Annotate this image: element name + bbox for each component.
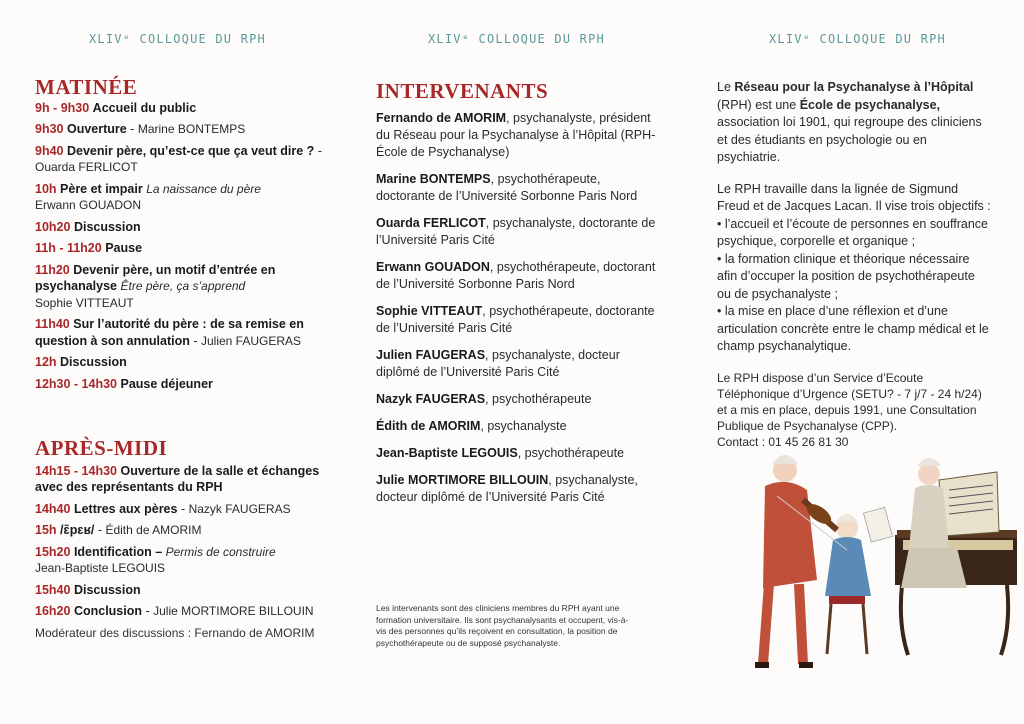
programme-item	[35, 262, 335, 312]
speaker-entry: Sophie VITTEAUT, psychothérapeute, doctorante de l’Université Paris Cité	[376, 304, 655, 335]
about-intro	[717, 79, 992, 167]
speaker-name: Sophie VITTEAUT	[376, 304, 483, 318]
programme-speaker: Nazyk FAUGERAS	[188, 501, 291, 516]
programme-item	[35, 544, 335, 577]
programme-time: 9h40	[35, 143, 64, 158]
programme-title: Père et impair	[60, 181, 143, 196]
programme-title: Pause	[105, 241, 143, 255]
speaker-description: psychothérapeute, doctorant de l’Université Sorbonne Paris Nord	[376, 260, 656, 291]
speakers-column	[376, 0, 656, 724]
speaker-entry: Jean-Baptiste LEGOUIS, psychothérapeute	[376, 446, 625, 460]
about-intro-c: (RPH) est une	[717, 97, 797, 112]
programme-speaker: Édith de AMORIM	[105, 523, 202, 537]
moderator-label: Modérateur des discussions :	[35, 625, 192, 640]
programme-title: Identification –	[73, 544, 163, 559]
programme-speaker: Erwann GOUADON	[35, 198, 142, 212]
speaker-name: Nazyk FAUGERAS	[376, 392, 486, 406]
programme-time: 11h - 11h20	[35, 241, 102, 255]
programme-time: 11h20	[35, 262, 70, 277]
programme-time: 9h - 9h30	[35, 100, 90, 115]
programme-time: 15h40	[35, 582, 71, 597]
programme-item	[35, 100, 335, 117]
programme-subtitle: Permis de construire	[165, 544, 276, 559]
speakers-title: INTERVENANTS	[376, 79, 549, 103]
speaker-entry: Ouarda FERLICOT, psychanalyste, doctorante de l’Université Paris Cité	[376, 216, 656, 247]
about-intro-d: École de psychanalyse,	[799, 97, 941, 112]
programme-item: 9h40 Devenir père, qu’est-ce que ça veut dire ? - Ouarda FERLICOT	[35, 143, 322, 174]
speaker-name: Ouarda FERLICOT	[376, 216, 486, 230]
programme-title: Ouverture de la salle et échanges avec des représentants du RPH	[35, 463, 320, 494]
programme-title: Accueil du public	[92, 100, 197, 115]
speaker-entry: Julie MORTIMORE BILLOUIN, psychanalyste, docteur diplômé de l’Université Paris Cité	[376, 473, 638, 504]
speaker-description: psychanalyste, doctorante de l’Université Paris Cité	[376, 216, 656, 247]
objectives-lead: Le RPH travaille dans la lignée de Sigmund Freud et de Jacques Lacan. Il vise trois objectifs :	[717, 181, 991, 213]
programme-time: 15h	[35, 523, 57, 537]
programme-item	[35, 240, 335, 257]
colloque-header: XLIVᵉ COLLOQUE DU RPH	[89, 32, 266, 46]
speaker-description: psychothérapeute, doctorante de l’Université Paris Cité	[376, 304, 655, 335]
programme-time: 9h30	[35, 122, 64, 136]
programme-title: /ɛ̃pɛʁ/	[60, 523, 95, 537]
programme-speaker: Jean-Baptiste LEGOUIS	[35, 561, 166, 575]
programme-title: Discussion	[60, 355, 127, 369]
morning-title: MATINÉE	[35, 75, 138, 99]
speaker-name: Fernando de AMORIM	[376, 111, 507, 125]
programme-item	[35, 463, 335, 496]
about-objectives	[717, 181, 992, 356]
speaker-entry: Erwann GOUADON, psychothérapeute, doctorant de l’Université Sorbonne Paris Nord	[376, 260, 656, 291]
afternoon-programme	[35, 436, 335, 641]
speaker-description: psychothérapeute, doctorante de l’Université Sorbonne Paris Nord	[376, 172, 638, 203]
speakers-note: Les intervenants sont des cliniciens membres du RPH ayant une formation universitaire. Ils sont psychanalysants et occupent, vis-à-vis des personnes qu’ils reçoivent en consultation, la position de psychothérapeute ou de supposé psychanalyste.	[376, 603, 629, 648]
speaker-list	[376, 110, 656, 516]
programme-title: Devenir père, qu’est-ce que ça veut dire ?	[66, 143, 315, 158]
speaker-name: Julie MORTIMORE BILLOUIN	[376, 473, 549, 487]
speaker-name: Julien FAUGERAS	[376, 348, 486, 362]
about-intro-e: association loi 1901, qui regroupe des cliniciens et des étudiants en psychologie ou en psychiatrie.	[717, 115, 982, 164]
programme-time: 14h15 - 14h30	[35, 463, 117, 478]
speaker-description: psychanalyste, docteur diplômé de l’Université Paris Cité	[376, 473, 638, 504]
contact-phone: Contact : 01 45 26 81 30	[717, 434, 849, 449]
speaker-name: Marine BONTEMPS	[376, 172, 491, 186]
programme-title: Discussion	[73, 582, 141, 597]
programme-item: 14h40 Lettres aux pères - Nazyk FAUGERAS	[35, 501, 291, 516]
speaker-description: psychothérapeute	[492, 392, 592, 406]
programme-time: 10h	[35, 181, 57, 196]
objective-item: • la mise en place d’une réflexion et d’une articulation concrète entre le champ médical et le champ psychanalytique.	[717, 304, 989, 353]
speaker-description: psychothérapeute	[524, 446, 625, 460]
speaker-description: psychanalyste, docteur diplômé de l’Université Paris Cité	[376, 348, 620, 379]
objective-item: • la formation clinique et théorique nécessaire afin d’occuper la position de psychothérapeute ou de psychanalyste ;	[717, 251, 975, 301]
speaker-name: Édith de AMORIM	[376, 419, 481, 433]
programme-time: 11h40	[35, 317, 70, 331]
programme-subtitle: La naissance du père	[146, 181, 261, 196]
moderator-line	[35, 625, 335, 642]
speaker-entry: Édith de AMORIM, psychanalyste	[376, 419, 567, 433]
speaker-entry: Fernando de AMORIM, psychanalyste, président du Réseau pour la Psychanalyse à l’Hôpital (RPH-École de Psychanalyse)	[376, 111, 656, 159]
colloque-header: XLIVᵉ COLLOQUE DU RPH	[769, 32, 946, 46]
morning-programme	[35, 75, 335, 397]
programme-item	[35, 582, 335, 599]
programme-title: Ouverture	[66, 122, 127, 136]
programme-title: Conclusion	[73, 604, 142, 618]
programme-title: Pause déjeuner	[120, 376, 213, 391]
programme-item	[35, 376, 335, 393]
services-text: Le RPH dispose d’un Service d’Ecoute Téléphonique d’Urgence (SETU? - 7 j/7 - 24 h/24) et a mis en place, depuis 1991, une Consultation Publique de Psychanalyse (CPP).	[717, 370, 982, 433]
programme-time: 15h20	[35, 544, 71, 559]
programme-item: 9h30 Ouverture - Marine BONTEMPS	[35, 122, 246, 136]
about-intro-b: Réseau pour la Psychanalyse à l’Hôpital	[734, 80, 974, 94]
programme-speaker: Ouarda FERLICOT	[35, 160, 138, 174]
speaker-description: psychanalyste, président du Réseau pour la Psychanalyse à l’Hôpital (RPH-École de Psychanalyse)	[376, 111, 656, 159]
speaker-name: Jean-Baptiste LEGOUIS	[376, 446, 518, 460]
programme-title: Lettres aux pères	[73, 501, 178, 516]
programme-time: 10h20	[35, 219, 71, 234]
programme-column	[35, 0, 335, 724]
programme-time: 12h	[35, 355, 57, 369]
programme-item: 11h40 Sur l’autorité du père : de sa remise en question à son annulation - Julien FAUGERAS	[35, 317, 304, 348]
about-text	[717, 79, 992, 464]
afternoon-title: APRÈS-MIDI	[35, 436, 168, 460]
moderator-name: Fernando de AMORIM	[194, 625, 315, 640]
speaker-entry: Marine BONTEMPS, psychothérapeute, doctorante de l’Université Sorbonne Paris Nord	[376, 172, 638, 203]
speaker-entry: Julien FAUGERAS, psychanalyste, docteur diplômé de l’Université Paris Cité	[376, 348, 620, 379]
objective-item: • l’accueil et l’écoute de personnes en souffrance psychique, corporelle et organique ;	[717, 216, 988, 248]
programme-time: 16h20	[35, 604, 71, 618]
programme-item: 15h /ɛ̃pɛʁ/ - Édith de AMORIM	[35, 523, 202, 537]
programme-title: Discussion	[73, 219, 141, 234]
speaker-description: psychanalyste	[487, 419, 567, 433]
programme-title: Devenir père, un motif d’entrée en psychanalyse	[35, 262, 276, 293]
programme-speaker: Julien FAUGERAS	[200, 333, 302, 348]
colloque-header: XLIVᵉ COLLOQUE DU RPH	[428, 32, 605, 46]
programme-item: 16h20 Conclusion - Julie MORTIMORE BILLOUIN	[35, 604, 314, 618]
programme-subtitle: Être père, ça s’apprend	[120, 279, 246, 293]
programme-item	[35, 181, 335, 214]
musicians-illustration	[717, 440, 1017, 724]
programme-item	[35, 219, 335, 236]
speaker-entry: Nazyk FAUGERAS, psychothérapeute	[376, 392, 592, 406]
programme-time: 12h30 - 14h30	[35, 376, 117, 391]
programme-speaker: Sophie VITTEAUT	[35, 295, 134, 310]
speaker-name: Erwann GOUADON	[376, 260, 490, 274]
about-services	[717, 370, 992, 450]
programme-item	[35, 354, 335, 371]
programme-title: Sur l’autorité du père : de sa remise en question à son annulation	[35, 317, 304, 348]
programme-speaker: Julie MORTIMORE BILLOUIN	[153, 604, 314, 618]
programme-time: 14h40	[35, 501, 71, 516]
programme-speaker: Marine BONTEMPS	[137, 122, 246, 136]
about-intro-a: Le	[717, 80, 731, 94]
